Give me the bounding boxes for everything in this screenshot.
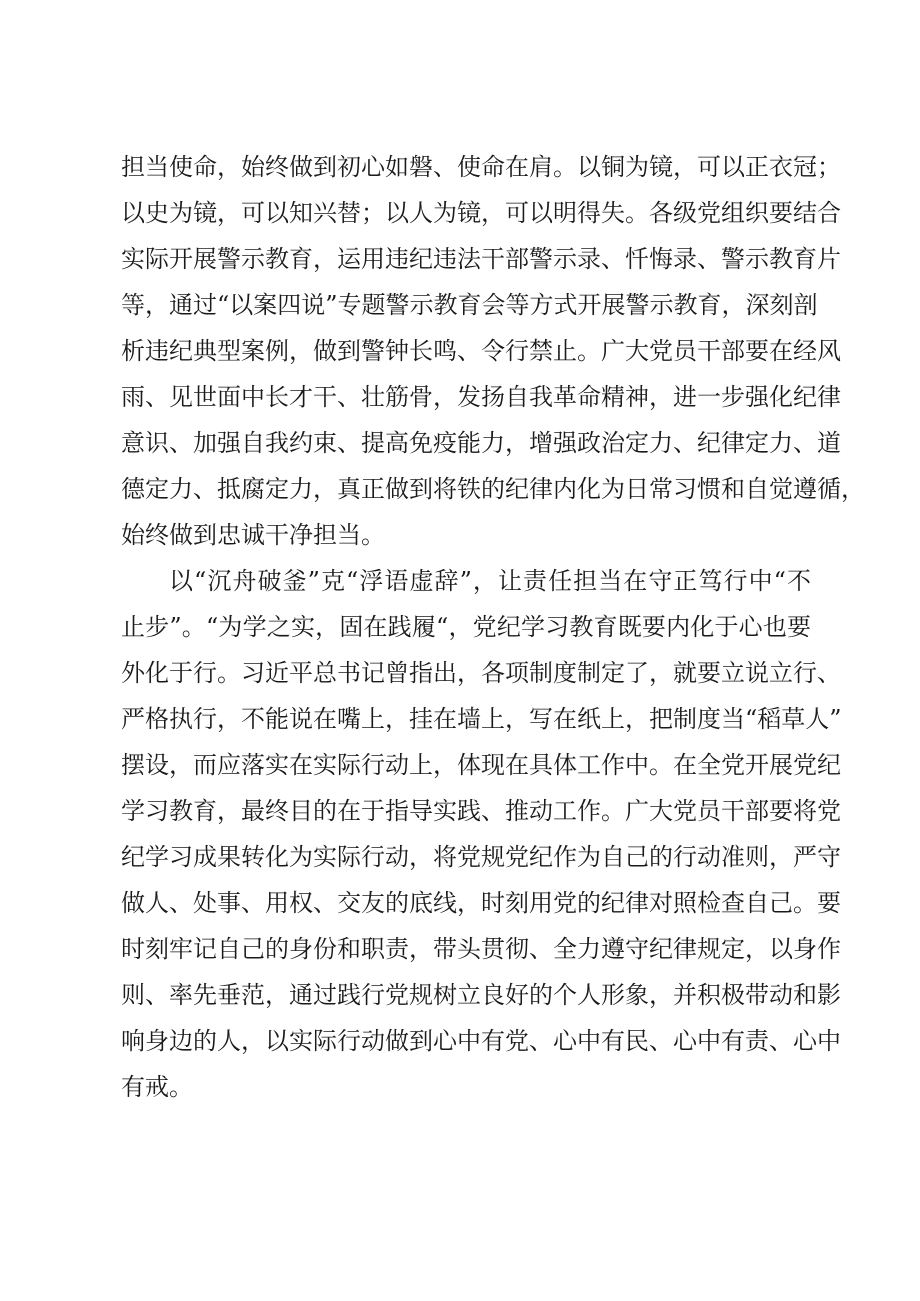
paragraph-line: 以史为镜，可以知兴替；以人为镜，可以明得失。各级党组织要结合: [121, 199, 841, 227]
paragraph-line: 雨、见世面中长才干、壮筋骨，发扬自我革命精神，进一步强化纪律: [121, 383, 841, 411]
paragraph-line: 则、率先垂范，通过践行党规树立良好的个人形象，并积极带动和影: [121, 981, 841, 1009]
paragraph-line: 严格执行，不能说在嘴上，挂在墙上，写在纸上，把制度当“稻草人”: [121, 705, 842, 733]
paragraph-line: 以“沉舟破釜”克“浮语虚辞”，让责任担当在守正笃行中“不: [169, 567, 811, 595]
paragraph-line: 意识、加强自我约束、提高免疫能力，增强政治定力、纪律定力、道: [121, 429, 841, 457]
paragraph-line: 德定力、抵腐定力，真正做到将铁的纪律内化为日常习惯和自觉遵循，: [121, 475, 865, 503]
paragraph-line: 实际开展警示教育，运用违纪违法干部警示录、忏悔录、警示教育片: [121, 245, 841, 273]
paragraph-line: 时刻牢记自己的身份和职责，带头贯彻、全力遵守纪律规定，以身作: [121, 935, 841, 963]
paragraph-line: 止步”。“为学之实，固在践履“，党纪学习教育既要内化于心也要: [121, 613, 811, 641]
paragraph-2: [121, 558, 842, 1110]
paragraph-line: 析违纪典型案例，做到警钟长鸣、令行禁止。广大党员干部要在经风: [121, 337, 841, 365]
document-body: [121, 144, 865, 1110]
paragraph-line: 外化于行。习近平总书记曾指出，各项制度制定了，就要立说立行、: [121, 659, 841, 687]
paragraph-line: 有戒。: [121, 1073, 193, 1101]
paragraph-line: 始终做到忠诚干净担当。: [121, 521, 385, 549]
paragraph-1: [121, 144, 865, 558]
paragraph-line: 学习教育，最终目的在于指导实践、推动工作。广大党员干部要将党: [121, 797, 841, 825]
paragraph-line: 摆设，而应落实在实际行动上，体现在具体工作中。在全党开展党纪: [121, 751, 841, 779]
paragraph-line: 等，通过“以案四说”专题警示教育会等方式开展警示教育，深刻剖: [121, 291, 818, 319]
paragraph-line: 担当使命，始终做到初心如磐、使命在肩。以铜为镜，可以正衣冠；: [121, 153, 841, 181]
paragraph-line: 响身边的人，以实际行动做到心中有党、心中有民、心中有责、心中: [121, 1027, 841, 1055]
paragraph-line: 纪学习成果转化为实际行动，将党规党纪作为自己的行动准则，严守: [121, 843, 841, 871]
paragraph-line: 做人、处事、用权、交友的底线，时刻用党的纪律对照检查自己。要: [121, 889, 841, 917]
